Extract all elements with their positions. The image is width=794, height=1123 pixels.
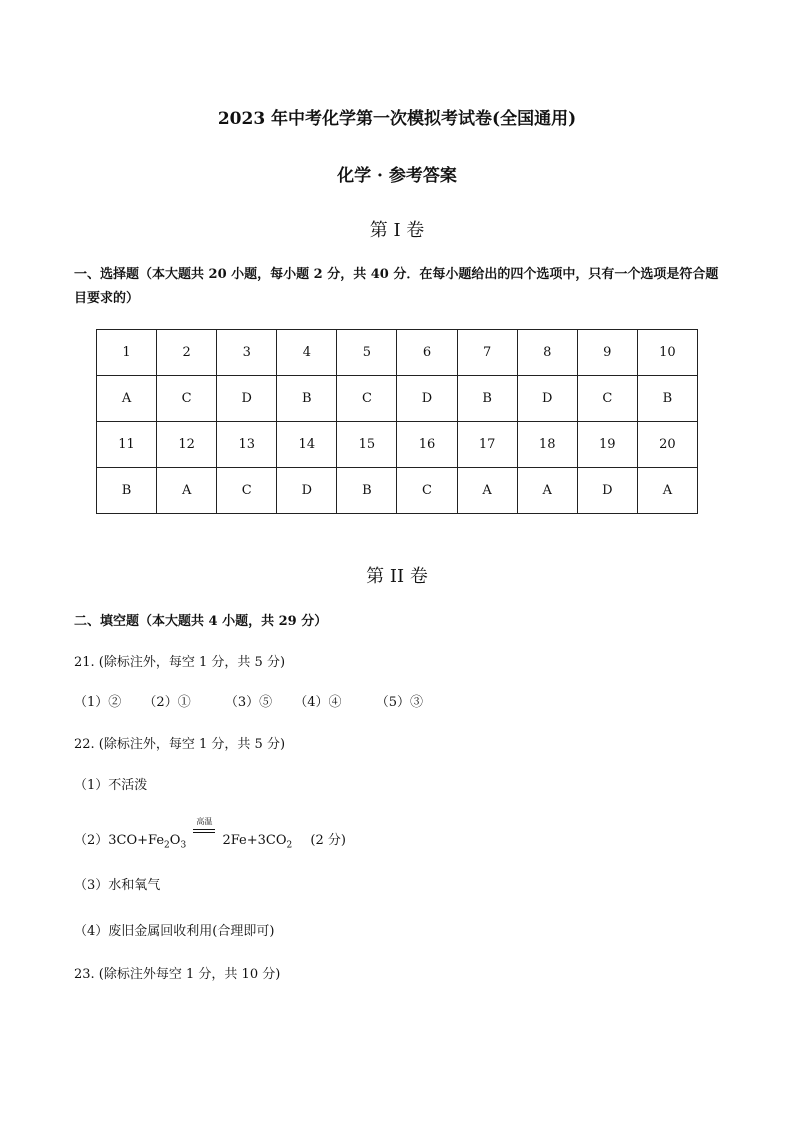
question-number-cell: 3	[217, 330, 277, 376]
question-number-cell: 7	[457, 330, 517, 376]
question-number-cell: 17	[457, 422, 517, 468]
question-number-cell: 6	[397, 330, 457, 376]
q21-answer-2: （2）①	[143, 695, 191, 710]
q22-answer-1: （1）不活泼	[74, 778, 148, 793]
answer-row	[97, 468, 698, 514]
answer-row	[97, 376, 698, 422]
answer-cell: C	[397, 468, 457, 514]
question-number-cell: 10	[637, 330, 697, 376]
answer-cell: B	[97, 468, 157, 514]
multiple-choice-answer-table	[96, 329, 698, 514]
question-21-answers	[74, 693, 441, 713]
exam-title: 2023 年中考化学第一次模拟考试卷(全国通用)	[217, 109, 577, 129]
answer-cell: A	[97, 376, 157, 422]
answer-key-subtitle: 化学 · 参考答案	[337, 166, 457, 186]
question-number-cell: 9	[577, 330, 637, 376]
question-number-cell: 13	[217, 422, 277, 468]
volume-2-heading: 第 II 卷	[366, 566, 428, 587]
question-number-cell: 19	[577, 422, 637, 468]
answer-cell: D	[277, 468, 337, 514]
answer-cell: A	[517, 468, 577, 514]
question-21-header: 21. (除标注外，每空 1 分，共 5 分)	[74, 655, 286, 670]
question-number-cell: 4	[277, 330, 337, 376]
q21-answer-3: （3）⑤	[224, 695, 273, 710]
q22-answer-3: （3）水和氧气	[74, 878, 161, 893]
answer-cell: B	[337, 468, 397, 514]
question-number-cell: 5	[337, 330, 397, 376]
answer-cell: A	[637, 468, 697, 514]
question-number-cell: 8	[517, 330, 577, 376]
volume-1-heading: 第 I 卷	[369, 220, 425, 241]
question-number-cell: 12	[157, 422, 217, 468]
question-number-cell: 16	[397, 422, 457, 468]
answer-cell: D	[217, 376, 277, 422]
q22-answer-2-points: (2 分)	[310, 833, 346, 848]
question-22-header: 22. (除标注外，每空 1 分，共 5 分)	[74, 737, 286, 752]
fill-in-section-heading: 二、填空题（本大题共 4 小题，共 29 分）	[74, 614, 328, 629]
q21-answer-1: （1）②	[74, 695, 122, 710]
question-number-cell: 20	[637, 422, 697, 468]
answer-cell: B	[277, 376, 337, 422]
question-number-row	[97, 422, 698, 468]
q22-answer-4: （4）废旧金属回收利用(合理即可)	[74, 924, 275, 939]
answer-cell: C	[217, 468, 277, 514]
answer-cell: B	[457, 376, 517, 422]
answer-cell: C	[157, 376, 217, 422]
question-number-cell: 1	[97, 330, 157, 376]
q22-answer-2-equation	[74, 817, 346, 856]
answer-cell: C	[337, 376, 397, 422]
equation-products: $2Fe+3CO_2$	[222, 833, 293, 851]
answer-cell: A	[457, 468, 517, 514]
question-number-row	[97, 330, 698, 376]
equation-reactants: $(2)3CO+Fe_2O_3$	[74, 833, 187, 851]
answer-cell: C	[577, 376, 637, 422]
question-23-header: 23. (除标注外每空 1 分，共 10 分)	[74, 967, 281, 982]
answer-cell: D	[397, 376, 457, 422]
question-number-cell: 11	[97, 422, 157, 468]
answer-cell: D	[517, 376, 577, 422]
answer-cell: A	[157, 468, 217, 514]
answer-cell: B	[637, 376, 697, 422]
question-number-cell: 18	[517, 422, 577, 468]
question-number-cell: 15	[337, 422, 397, 468]
question-number-cell: 14	[277, 422, 337, 468]
reaction-condition-high-temperature: 高温	[192, 826, 216, 844]
q21-answer-5: （5）③	[375, 695, 423, 710]
answer-cell: D	[577, 468, 637, 514]
question-number-cell: 2	[157, 330, 217, 376]
q21-answer-4: （4）④	[294, 695, 342, 710]
multiple-choice-section-heading: 一、选择题（本大题共 20 小题，每小题 2 分，共 40 分．在每小题给出的四个选项中，只有一个选项是符合题目要求的）	[74, 267, 719, 306]
